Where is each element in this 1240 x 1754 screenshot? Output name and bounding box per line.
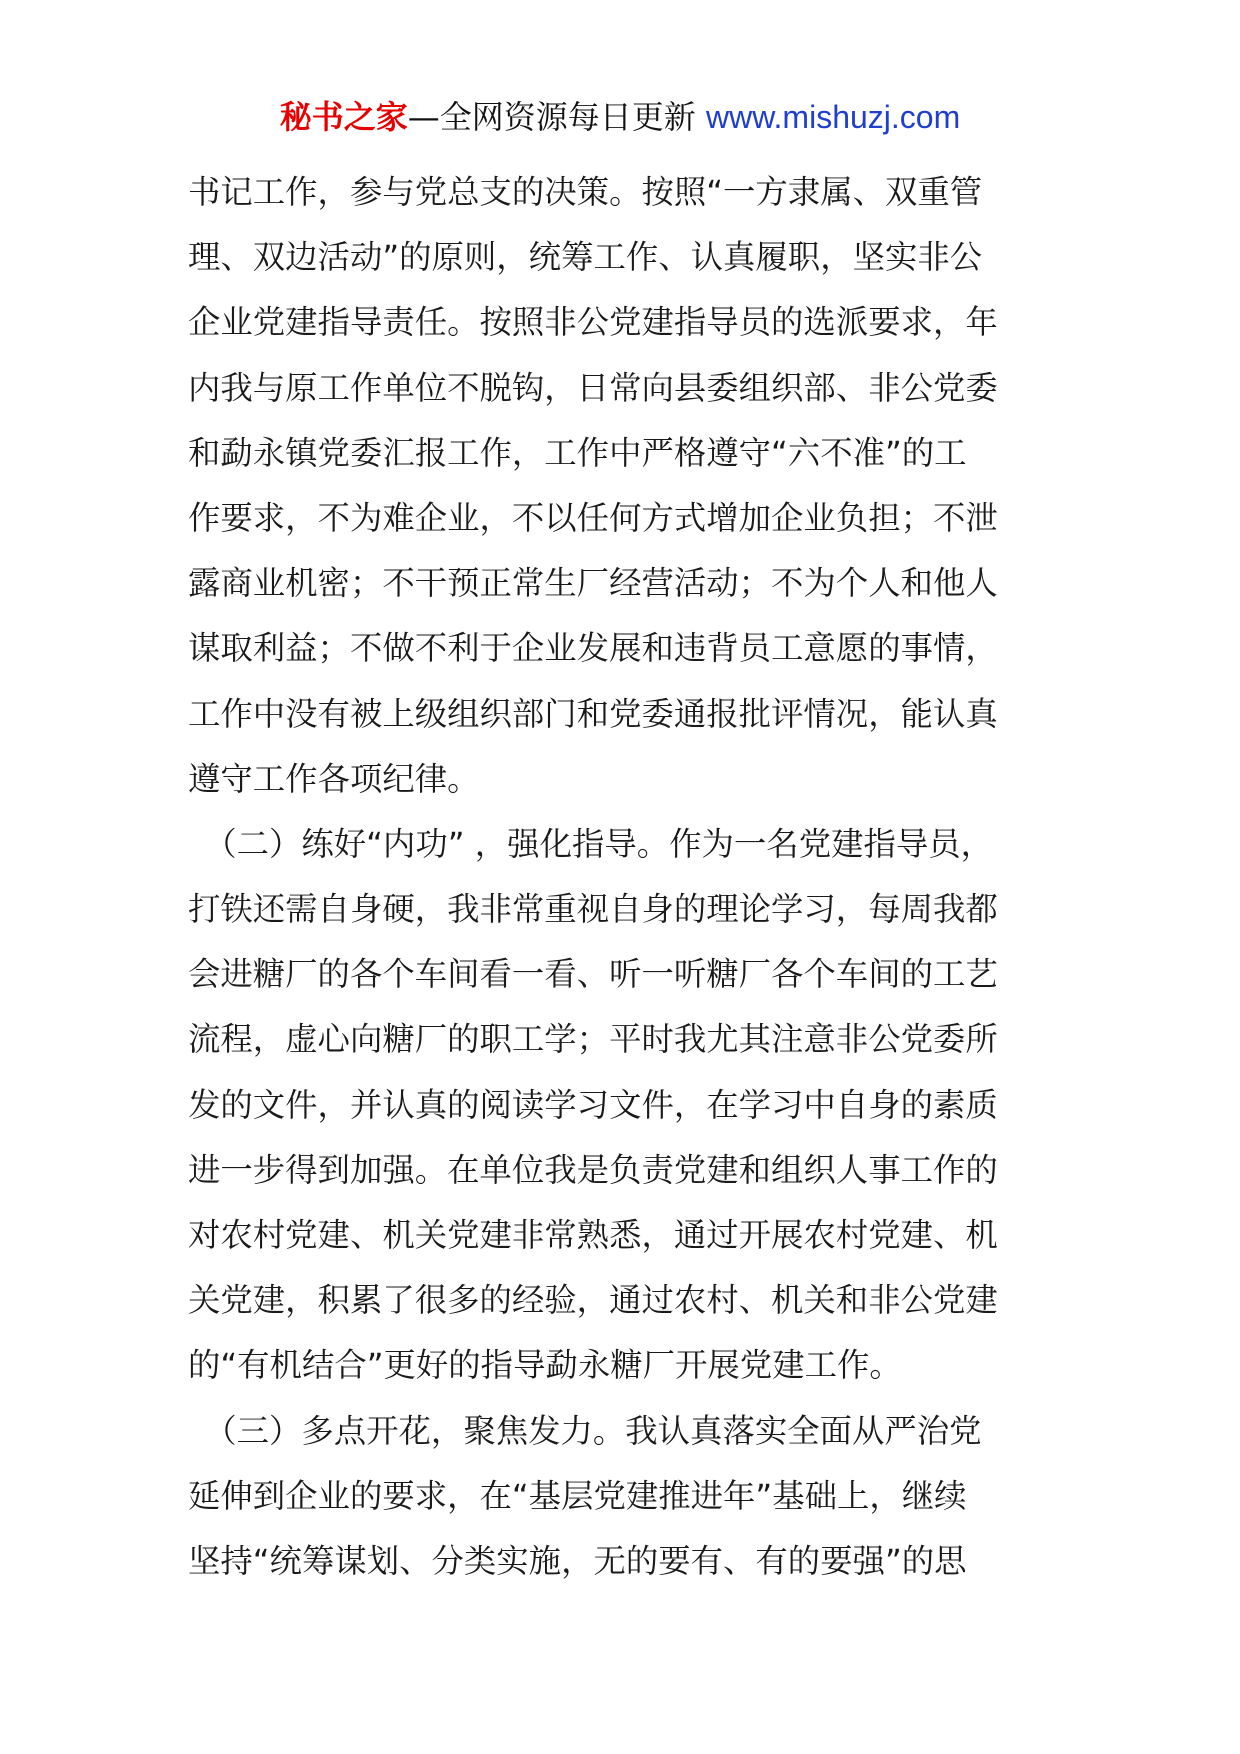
text-line: 延伸到企业的要求，在“基层党建推进年”基础上，继续 xyxy=(188,1476,967,1515)
site-brand: 秘书之家 xyxy=(279,98,408,136)
text-line: 内我与原工作单位不脱钩，日常向县委组织部、非公党委 xyxy=(188,368,998,407)
text-line: 的“有机结合”更好的指导勐永糖厂开展党建工作。 xyxy=(188,1346,902,1385)
text-line: 谋取利益；不做不利于企业发展和违背员工意愿的事情， xyxy=(188,629,998,668)
text-line: 流程，虚心向糖厂的职工学；平时我尤其注意非公党委所 xyxy=(188,1020,998,1059)
paragraph-heading-line: （二）练好“内功” ，强化指导。作为一名党建指导员， xyxy=(188,824,994,863)
text-line: 露商业机密；不干预正常生厂经营活动；不为个人和他人 xyxy=(188,564,998,603)
text-line: 理、双边活动”的原则，统筹工作、认真履职，坚实非公 xyxy=(188,238,983,277)
site-tagline: —全网资源每日更新 xyxy=(407,98,706,136)
text-line: 打铁还需自身硬，我非常重视自身的理论学习，每周我都 xyxy=(188,890,998,929)
site-url-link[interactable]: www.mishuzj.com xyxy=(705,99,961,135)
text-line: 对农村党建、机关党建非常熟悉，通过开展农村党建、机 xyxy=(188,1216,998,1254)
text-line: 书记工作，参与党总支的决策。按照“一方隶属、双重管 xyxy=(188,173,983,211)
site-header xyxy=(0,92,1240,142)
text-line: 关党建，积累了很多的经验，通过农村、机关和非公党建 xyxy=(188,1281,998,1320)
paragraph-heading-line: （三）多点开花，聚焦发力。我认真落实全面从严治党 xyxy=(188,1411,982,1450)
text-line: 工作中没有被上级组织部门和党委通报批评情况，能认真 xyxy=(188,694,998,733)
text-line: 企业党建指导责任。按照非公党建指导员的选派要求，年 xyxy=(188,303,998,342)
text-line: 坚持“统筹谋划、分类实施，无的要有、有的要强”的思 xyxy=(188,1541,967,1580)
text-line: 发的文件，并认真的阅读学习文件，在学习中自身的素质 xyxy=(188,1085,998,1124)
text-line: 进一步得到加强。在单位我是负责党建和组织人事工作的 xyxy=(188,1150,998,1189)
text-line: 作要求，不为难企业，不以任何方式增加企业负担；不泄 xyxy=(188,498,998,537)
text-line: 遵守工作各项纪律。 xyxy=(188,759,480,798)
text-line: 和勐永镇党委汇报工作，工作中严格遵守“六不准”的工 xyxy=(188,433,967,472)
text-line: 会进糖厂的各个车间看一看、听一听糖厂各个车间的工艺 xyxy=(188,955,998,994)
document-body xyxy=(188,160,1058,1594)
